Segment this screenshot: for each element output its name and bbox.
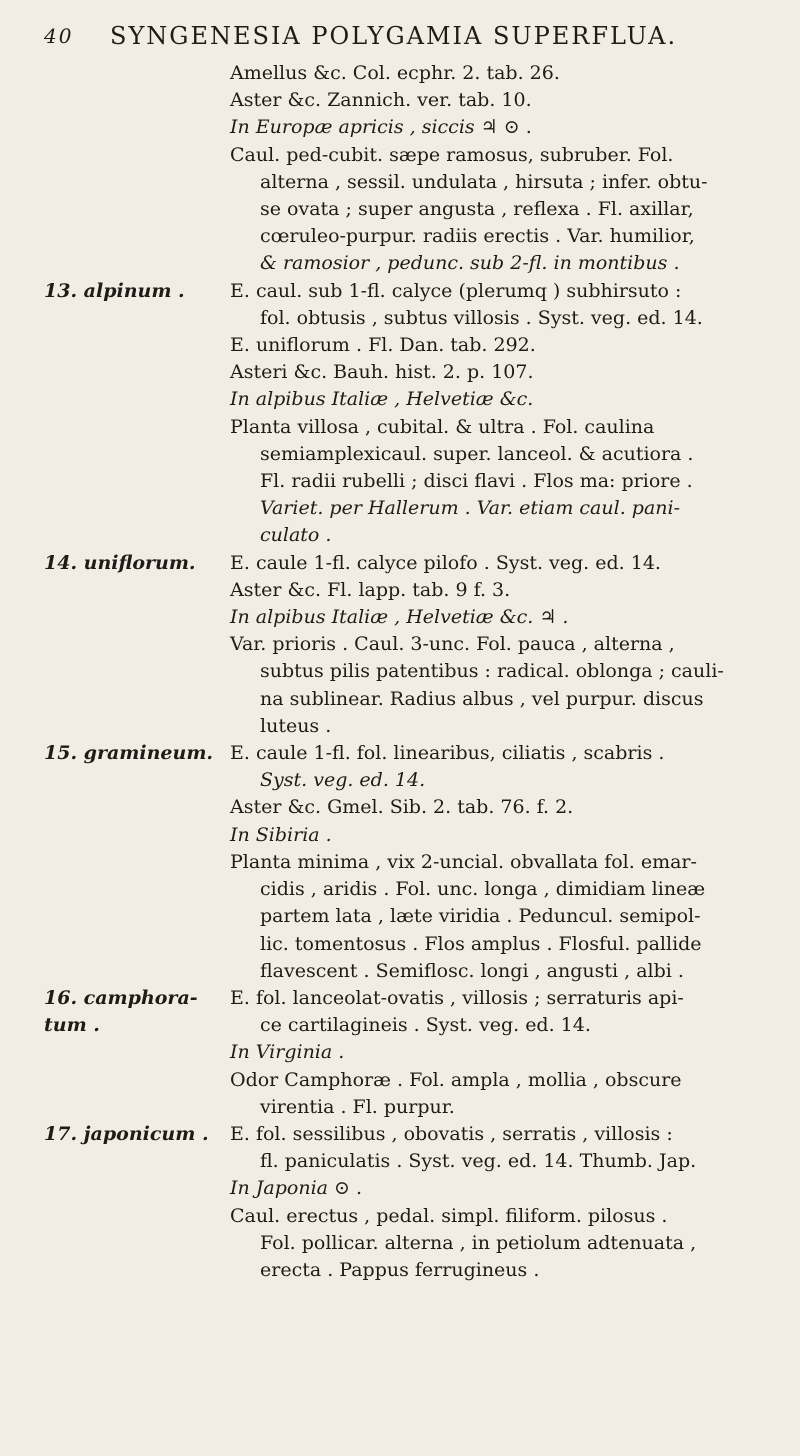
entry-line: Aster &c. Fl. lapp. tab. 9 f. 3.	[230, 578, 511, 601]
continuation-line: In Europæ apricis , siccis ♃ ⊙ .	[230, 116, 532, 139]
species-epithet: uniflorum.	[83, 551, 196, 574]
species-epithet: camphora-	[83, 986, 198, 1009]
entry-line: In Virginia .	[230, 1041, 345, 1064]
entry-line: Aster &c. Gmel. Sib. 2. tab. 76. f. 2.	[230, 796, 574, 819]
continuation-line: Aster &c. Zannich. ver. tab. 10.	[230, 89, 532, 112]
entry-line: fol. obtusis , subtus villosis . Syst. veg. ed. 14.	[260, 306, 703, 329]
species-number: 15.	[44, 742, 84, 765]
species-number-label	[44, 278, 244, 305]
entry-line: Var. prioris . Caul. 3-unc. Fol. pauca , alterna ,	[230, 633, 675, 656]
species-entry	[0, 985, 800, 1121]
species-number-label	[44, 740, 244, 767]
entry-line: Caul. erectus , pedal. simpl. filiform. pilosus .	[230, 1204, 668, 1227]
species-number: 16.	[44, 986, 84, 1009]
entry-line: Odor Camphoræ . Fol. ampla , mollia , obscure	[230, 1068, 682, 1091]
continuation-line: & ramosior , pedunc. sub 2-fl. in montibus .	[260, 252, 680, 275]
continuation-line: se ovata ; super angusta , reflexa . Fl. axillar,	[260, 198, 694, 221]
entry-line: Planta minima , vix 2-uncial. obvallata fol. emar-	[230, 850, 697, 873]
entry-line: virentia . Fl. purpur.	[260, 1095, 455, 1118]
entry-line: erecta . Pappus ferrugineus .	[260, 1258, 540, 1281]
species-epithet: japonicum .	[83, 1122, 209, 1145]
entry-line: E. caule 1-fl. fol. linearibus, ciliatis , scabris .	[230, 742, 665, 765]
entry-line: flavescent . Semiflosc. longi , angusti , albi .	[260, 959, 684, 982]
species-epithet-continued: tum .	[44, 1013, 100, 1036]
entry-line: Planta villosa , cubital. & ultra . Fol. caulina	[230, 415, 655, 438]
page-number: 40	[44, 24, 74, 48]
entry-line: E. fol. sessilibus , obovatis , serratis , villosis :	[230, 1122, 673, 1145]
entry-line: Syst. veg. ed. 14.	[260, 769, 426, 792]
entry-line: Fl. radii rubelli ; disci flavi . Flos ma: priore .	[260, 470, 693, 493]
page-body	[0, 60, 800, 1284]
species-entry	[0, 278, 800, 550]
entry-line: lic. tomentosus . Flos amplus . Flosful. pallide	[260, 932, 702, 955]
entry-line: Asteri &c. Bauh. hist. 2. p. 107.	[230, 361, 534, 384]
entry-line: E. fol. lanceolat-ovatis , villosis ; serraturis api-	[230, 986, 684, 1009]
species-number-label	[44, 985, 244, 1039]
entry-line: In Sibiria .	[230, 823, 332, 846]
entry-line: E. uniflorum . Fl. Dan. tab. 292.	[230, 334, 536, 357]
species-number-label	[44, 550, 244, 577]
continuation-line: cœruleo-purpur. radiis erectis . Var. humilior,	[260, 225, 695, 248]
entry-line: luteus .	[260, 714, 332, 737]
entry-line: In alpibus Italiæ , Helvetiæ &c. ♃ .	[230, 606, 569, 629]
running-title: SYNGENESIA POLYGAMIA SUPERFLUA.	[110, 22, 678, 50]
entry-line: E. caule 1-fl. calyce pilofo . Syst. veg. ed. 14.	[230, 551, 661, 574]
entry-line: semiamplexicaul. super. lanceol. & acutiora .	[260, 442, 694, 465]
entry-line: Fol. pollicar. alterna , in petiolum adtenuata ,	[260, 1231, 697, 1254]
species-number: 13.	[44, 279, 84, 302]
continuation-line: Amellus &c. Col. ecphr. 2. tab. 26.	[230, 62, 560, 84]
species-number: 17.	[44, 1122, 84, 1145]
species-entry	[0, 740, 800, 985]
species-entry	[0, 1121, 800, 1284]
species-entry	[0, 550, 800, 740]
continuation-line: alterna , sessil. undulata , hirsuta ; infer. obtu-	[260, 170, 708, 193]
entry-line: In Japonia ⊙ .	[230, 1177, 363, 1200]
species-number-label	[44, 1121, 244, 1148]
entry-line: culato .	[260, 524, 332, 547]
entry-line: ce cartilagineis . Syst. veg. ed. 14.	[260, 1014, 591, 1037]
species-number: 14.	[44, 551, 84, 574]
entry-line: na sublinear. Radius albus , vel purpur. discus	[260, 687, 704, 710]
entry-line: Variet. per Hallerum . Var. etiam caul. pani-	[260, 497, 681, 520]
entry-line: fl. paniculatis . Syst. veg. ed. 14. Thumb. Jap.	[260, 1150, 697, 1173]
continuation-line: Caul. ped-cubit. sæpe ramosus, subruber. Fol.	[230, 143, 674, 166]
entry-line: E. caul. sub 1-fl. calyce (plerumq ) subhirsuto :	[230, 279, 682, 302]
continuation-block	[0, 60, 800, 278]
species-epithet: gramineum.	[83, 742, 214, 765]
entry-line: cidis , aridis . Fol. unc. longa , dimidiam lineæ	[260, 878, 706, 901]
species-epithet: alpinum .	[83, 279, 185, 302]
entry-line: subtus pilis patentibus : radical. oblonga ; cauli-	[260, 660, 724, 683]
species-entries	[0, 278, 800, 1285]
entry-line: partem lata , læte viridia . Peduncul. semipol-	[260, 905, 701, 928]
entry-line: In alpibus Italiæ , Helvetiæ &c.	[230, 388, 534, 411]
page-header	[44, 14, 770, 58]
